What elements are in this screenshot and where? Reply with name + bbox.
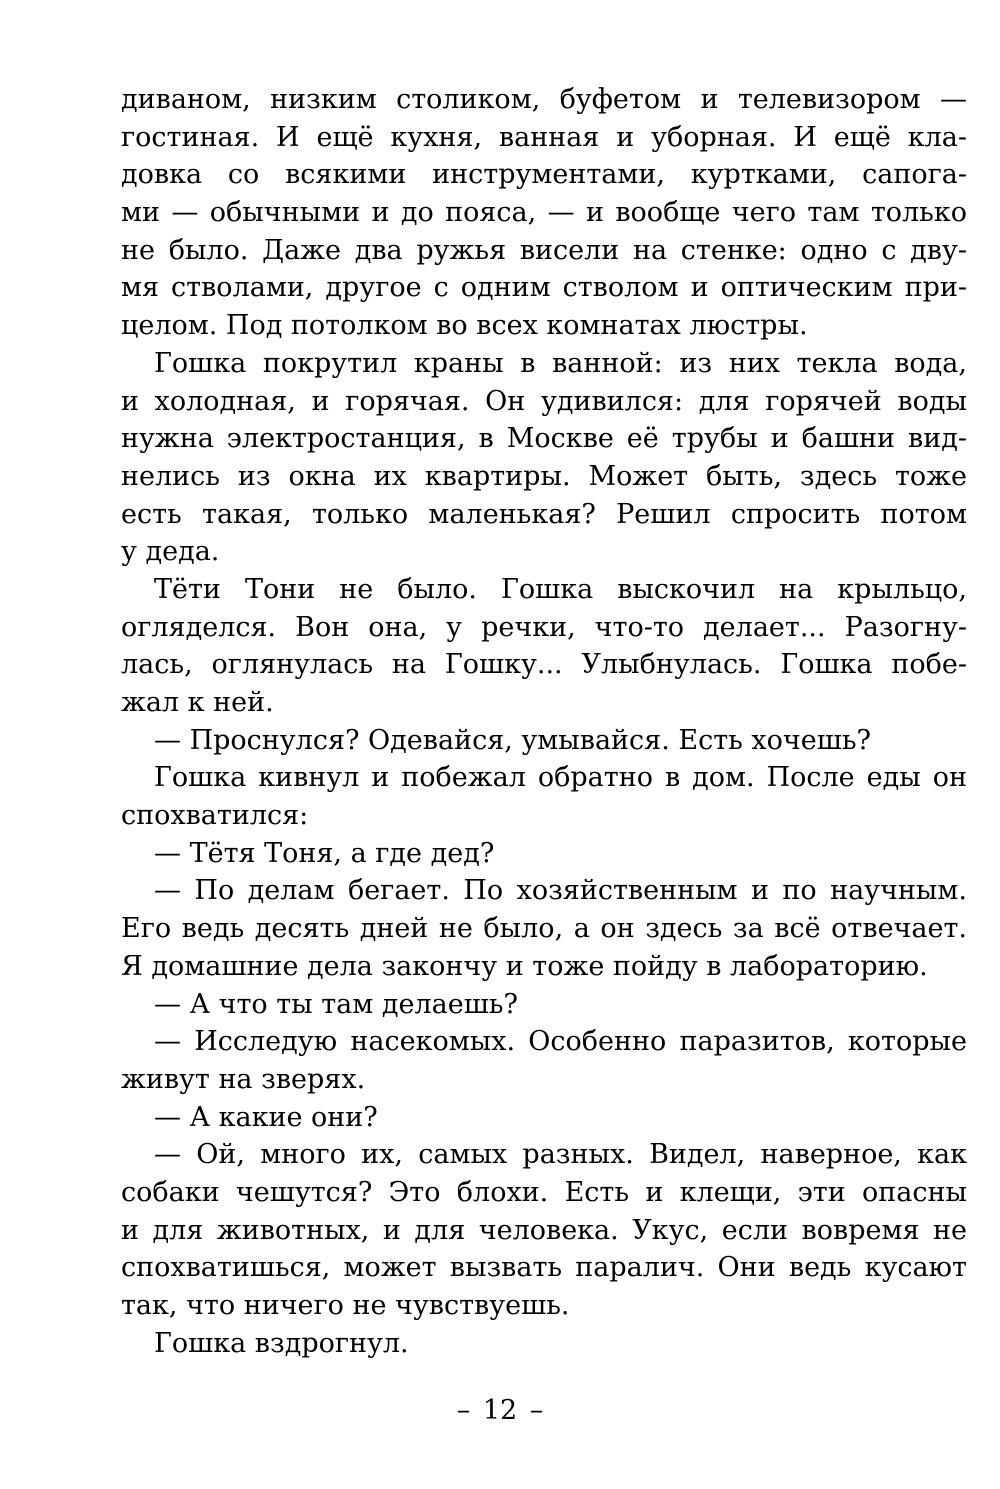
text-line: — Ой, много их, самых разных. Видел, наверное, как: [154, 1139, 967, 1171]
text-line: Я домашние дела закончу и тоже пойду в лабораторию.: [121, 950, 928, 982]
text-line: гостиная. И ещё кухня, ванная и уборная. И ещё кла-: [121, 121, 967, 153]
text-line: Его ведь десять дней не было, а он здесь за всё отвечает.: [121, 913, 967, 945]
text-line: и холодная, и горячая. Он удивился: для горячей воды: [121, 385, 967, 417]
text-line: так, что ничего не чувствуешь.: [121, 1290, 570, 1321]
text-line: — Проснулся? Одевайся, умывайся. Есть хочешь?: [154, 724, 872, 756]
text-line: нужна электростанция, в Москве её трубы и башни вид-: [121, 423, 967, 455]
text-line: целом. Под потолком во всех комнатах люстры.: [121, 310, 808, 342]
text-line: лась, оглянулась на Гошку... Улыбнулась. Гошка побе-: [121, 649, 967, 681]
text-line: огляделся. Вон она, у речки, что-то делает... Разогну-: [121, 611, 967, 643]
text-line: Гошка кивнул и побежал обратно в дом. После еды он: [154, 762, 967, 794]
text-line: мя стволами, другое с одним стволом и оптическим при-: [121, 272, 967, 304]
text-line: — По делам бегает. По хозяйственным и по научным.: [154, 875, 967, 907]
text-line: — Исследую насекомых. Особенно паразитов, которые: [154, 1026, 967, 1058]
text-line: Тёти Тони не было. Гошка выскочил на крыльцо,: [154, 573, 967, 605]
text-line: ми — обычными и до пояса, — и вообще чего там только: [121, 197, 967, 229]
text-line: и для животных, и для человека. Укус, если вовремя не: [121, 1214, 967, 1246]
page-number: – 12 –: [456, 1395, 544, 1426]
text-line: спохватишься, может вызвать паралич. Они ведь кусают: [121, 1252, 967, 1284]
text-line: Гошка вздрогнул.: [154, 1327, 409, 1359]
text-line: — А что ты там делаешь?: [154, 988, 518, 1020]
text-line: живут на зверях.: [121, 1063, 366, 1095]
text-line: есть такая, только маленькая? Решил спросить потом: [121, 498, 967, 530]
text-line: не было. Даже два ружья висели на стенке: одно с дву-: [121, 234, 967, 266]
text-line: собаки чешутся? Это блохи. Есть и клещи, эти опасны: [121, 1176, 967, 1208]
page-text: [121, 81, 967, 1362]
text-line: Гошка покрутил краны в ванной: из них текла вода,: [154, 347, 967, 379]
text-line: нелись из окна их квартиры. Может быть, здесь тоже: [121, 460, 967, 492]
text-line: у деда.: [121, 536, 220, 568]
text-line: довка со всякими инструментами, куртками, сапога-: [121, 159, 967, 191]
text-line: — Тётя Тоня, а где дед?: [154, 837, 495, 869]
text-line: — А какие они?: [154, 1101, 378, 1133]
text-line: жал к ней.: [121, 687, 274, 718]
text-line: спохватился:: [121, 800, 309, 832]
text-line: диваном, низким столиком, буфетом и телевизором —: [121, 84, 967, 115]
